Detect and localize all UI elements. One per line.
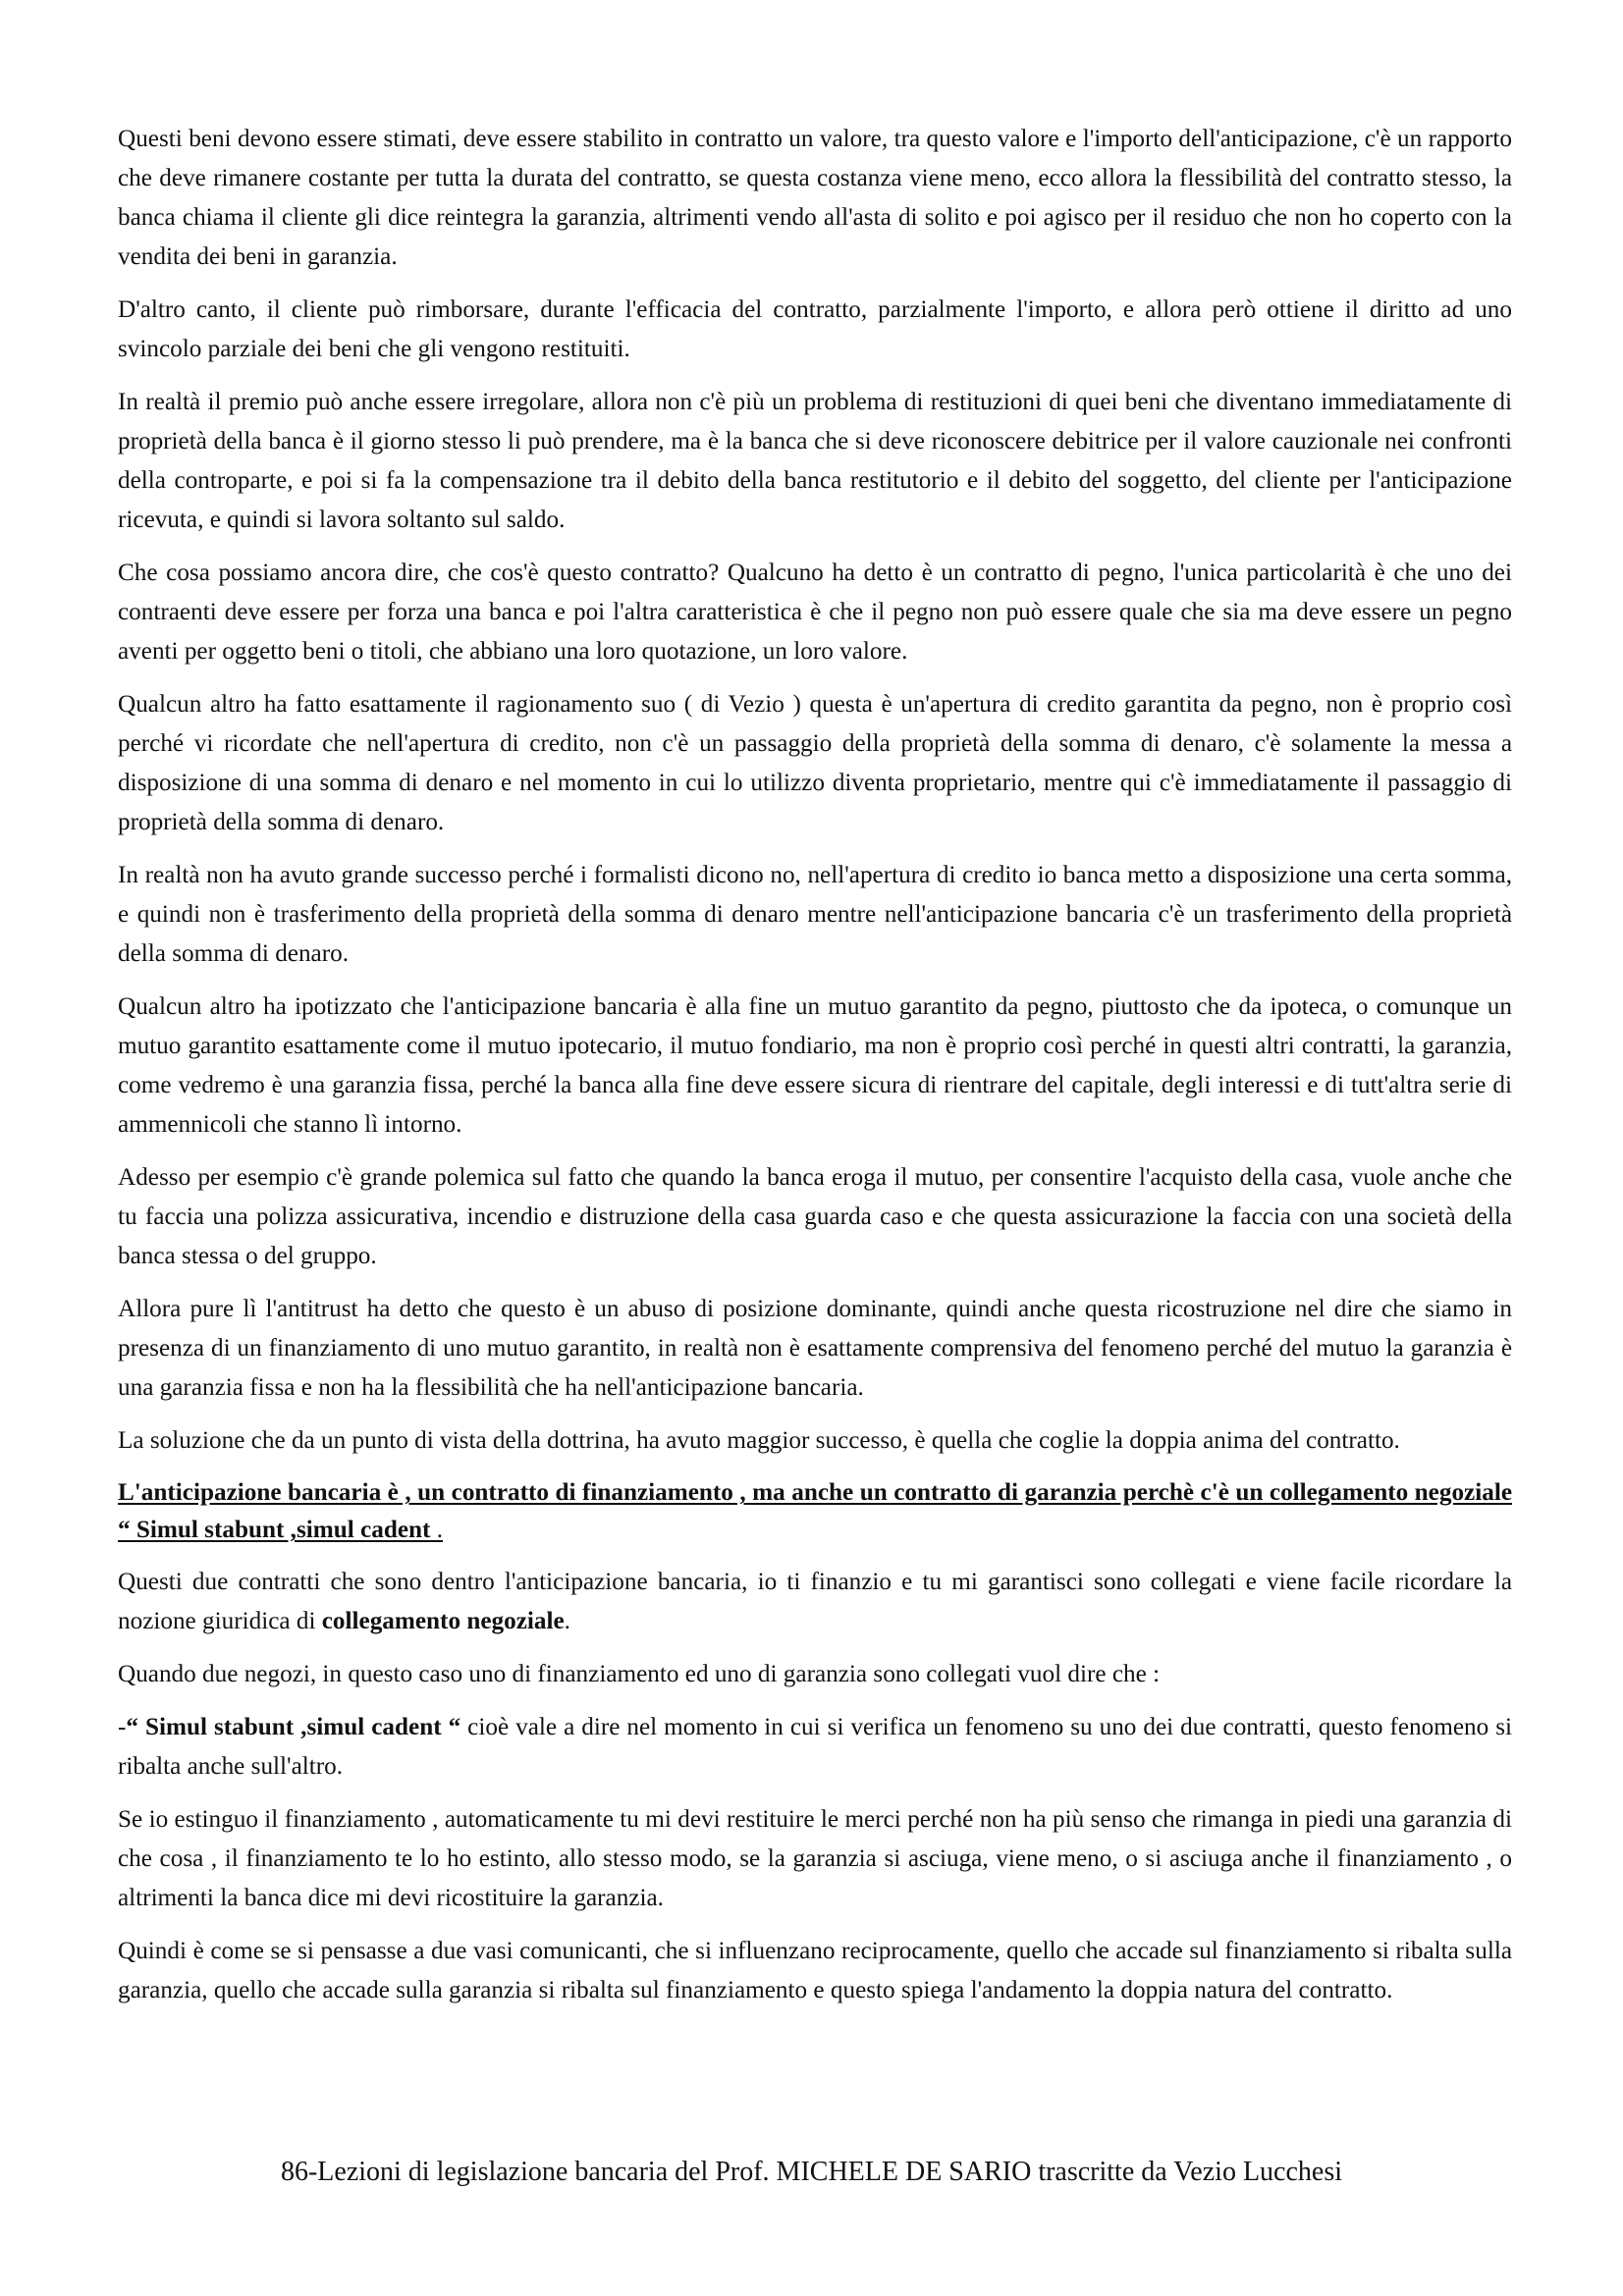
paragraph-due-negozi: Quando due negozi, in questo caso uno di finanziamento ed uno di garanzia sono collegati vuol dire che : [118, 1661, 1161, 1687]
paragraph-antitrust: Allora pure lì l'antitrust ha detto che questo è un abuso di posizione dominante, quindi anche questa ricostruzione nel dire che siamo in presenza di un finanziamento di uno mutuo garantito, in realtà non è esattamente comprensiva del fenomeno perché del mutuo la garanzia è una garanzia fissa e non ha la flessibilità che ha nell'anticipazione bancaria. [118, 1296, 1512, 1401]
text-after: cioè vale a dire nel momento in cui si verifica un fenomeno su uno dei due contratti, questo fenomeno si ribalta anche sull'altro. [118, 1714, 1512, 1780]
paragraph-apertura-di-credito: Qualcun altro ha fatto esattamente il ragionamento suo ( di Vezio ) questa è un'apertura di credito garantita da pegno, non è proprio così perché vi ricordate che nell'apertura di credito, non c'è un passaggio della proprietà della somma di denaro, c'è solamente la messa a disposizione di una somma di denaro e nel momento in cui lo utilizzo diventa proprietario, mentre qui c'è immediatamente il passaggio di proprietà della somma di denaro. [118, 691, 1512, 835]
bold-term-simul-stabunt: “ Simul stabunt ,simul cadent “ [126, 1714, 461, 1740]
heading-text: L'anticipazione bancaria è , un contratto di finanziamento , ma anche un contratto di garanzia perchè c'è un collegamento negoziale “ Simul stabunt ,simul cadent [118, 1479, 1512, 1543]
paragraph-mutuo-garantito: Qualcun altro ha ipotizzato che l'anticipazione bancaria è alla fine un mutuo garantito da pegno, piuttosto che da ipoteca, o comunque un mutuo garantito esattamente come il mutuo ipotecario, il mutuo fondiario, ma non è proprio così perché in questi altri contratti, la garanzia, come vedremo è una garanzia fissa, perché la banca alla fine deve essere sicura di rientrare del capitale, degli interessi e di tutt'altra serie di ammennicoli che stanno lì intorno. [118, 993, 1512, 1138]
paragraph-simul-stabunt [118, 1708, 1512, 1787]
bold-term-collegamento-negoziale: collegamento negoziale [321, 1608, 565, 1634]
paragraph-vasi-comunicanti: Quindi è come se si pensasse a due vasi comunicanti, che si influenzano reciprocamente, quello che accade sul finanziamento si ribalta sulla garanzia, quello che accade sulla garanzia si ribalta sul finanziamento e questo spiega l'andamento la doppia natura del contratto. [118, 1938, 1512, 2003]
paragraph-contratto-di-pegno: Che cosa possiamo ancora dire, che cos'è questo contratto? Qualcuno ha detto è un contratto di pegno, l'unica particolarità è che uno dei contraenti deve essere per forza una banca e poi l'altra caratteristica è che il pegno non può essere quale che sia ma deve essere un pegno aventi per oggetto beni o titoli, che abbiano una loro quotazione, un loro valore. [118, 560, 1512, 665]
text-after: . [564, 1608, 570, 1634]
heading-tail: . [430, 1517, 444, 1543]
paragraph-estinguo-finanziamento: Se io estinguo il finanziamento , automaticamente tu mi devi restituire le merci perché non ha più senso che rimanga in piedi una garanzia di che cosa , il finanziamento te lo ho estinto, allo stesso modo, se la garanzia si asciuga, viene meno, o si asciuga anche il finanziamento , o altrimenti la banca dice mi devi ricostituire la garanzia. [118, 1806, 1512, 1911]
paragraph-pegno-irregolare: In realtà il premio può anche essere irregolare, allora non c'è più un problema di restituzioni di quei beni che diventano immediatamente di proprietà della banca è il giorno stesso li può prendere, ma è la banca che si deve riconoscere debitrice per il valore cauzionale nei confronti della controparte, e poi si fa la compensazione tra il debito della banca restitutorio e il debito del soggetto, del cliente per l'anticipazione ricevuta, e quindi si lavora soltanto sul saldo. [118, 389, 1512, 533]
paragraph-due-contratti [118, 1563, 1512, 1641]
section-heading-collegamento-negoziale [118, 1474, 1512, 1549]
paragraph-doppia-anima: La soluzione che da un punto di vista della dottrina, ha avuto maggior successo, è quella che coglie la doppia anima del contratto. [118, 1427, 1400, 1454]
paragraph-formalisti: In realtà non ha avuto grande successo perché i formalisti dicono no, nell'apertura di credito io banca metto a disposizione una certa somma, e quindi non è trasferimento della proprietà della somma di denaro mentre nell'anticipazione bancaria c'è un trasferimento della proprietà della somma di denaro. [118, 862, 1512, 967]
document-body [118, 120, 1512, 2024]
paragraph-stima-beni: Questi beni devono essere stimati, deve essere stabilito in contratto un valore, tra questo valore e l'importo dell'anticipazione, c'è un rapporto che deve rimanere costante per tutta la durata del contratto, se questa costanza viene meno, ecco allora la flessibilità del contratto stesso, la banca chiama il cliente gli dice reintegra la garanzia, altrimenti vendo all'asta di solito e poi agisco per il residuo che non ho coperto con la vendita dei beni in garanzia. [118, 126, 1512, 270]
text-before: Questi due contratti che sono dentro l'anticipazione bancaria, io ti finanzio e tu mi garantisci sono collegati e viene facile ricordare la nozione giuridica di [118, 1569, 1512, 1634]
paragraph-rimborso-parziale: D'altro canto, il cliente può rimborsare, durante l'efficacia del contratto, parzialmente l'importo, e allora però ottiene il diritto ad uno svincolo parziale dei beni che gli vengono restituiti. [118, 296, 1512, 362]
dash-prefix: - [118, 1714, 127, 1740]
page-footer: 86-Lezioni di legislazione bancaria del Prof. MICHELE DE SARIO trascritte da Vezio Lucchesi [280, 2157, 1343, 2187]
paragraph-polizza-assicurativa: Adesso per esempio c'è grande polemica sul fatto che quando la banca eroga il mutuo, per consentire l'acquisto della casa, vuole anche che tu faccia una polizza assicurativa, incendio e distruzione della casa guarda caso e che questa assicurazione la faccia con una società della banca stessa o del gruppo. [118, 1164, 1512, 1269]
